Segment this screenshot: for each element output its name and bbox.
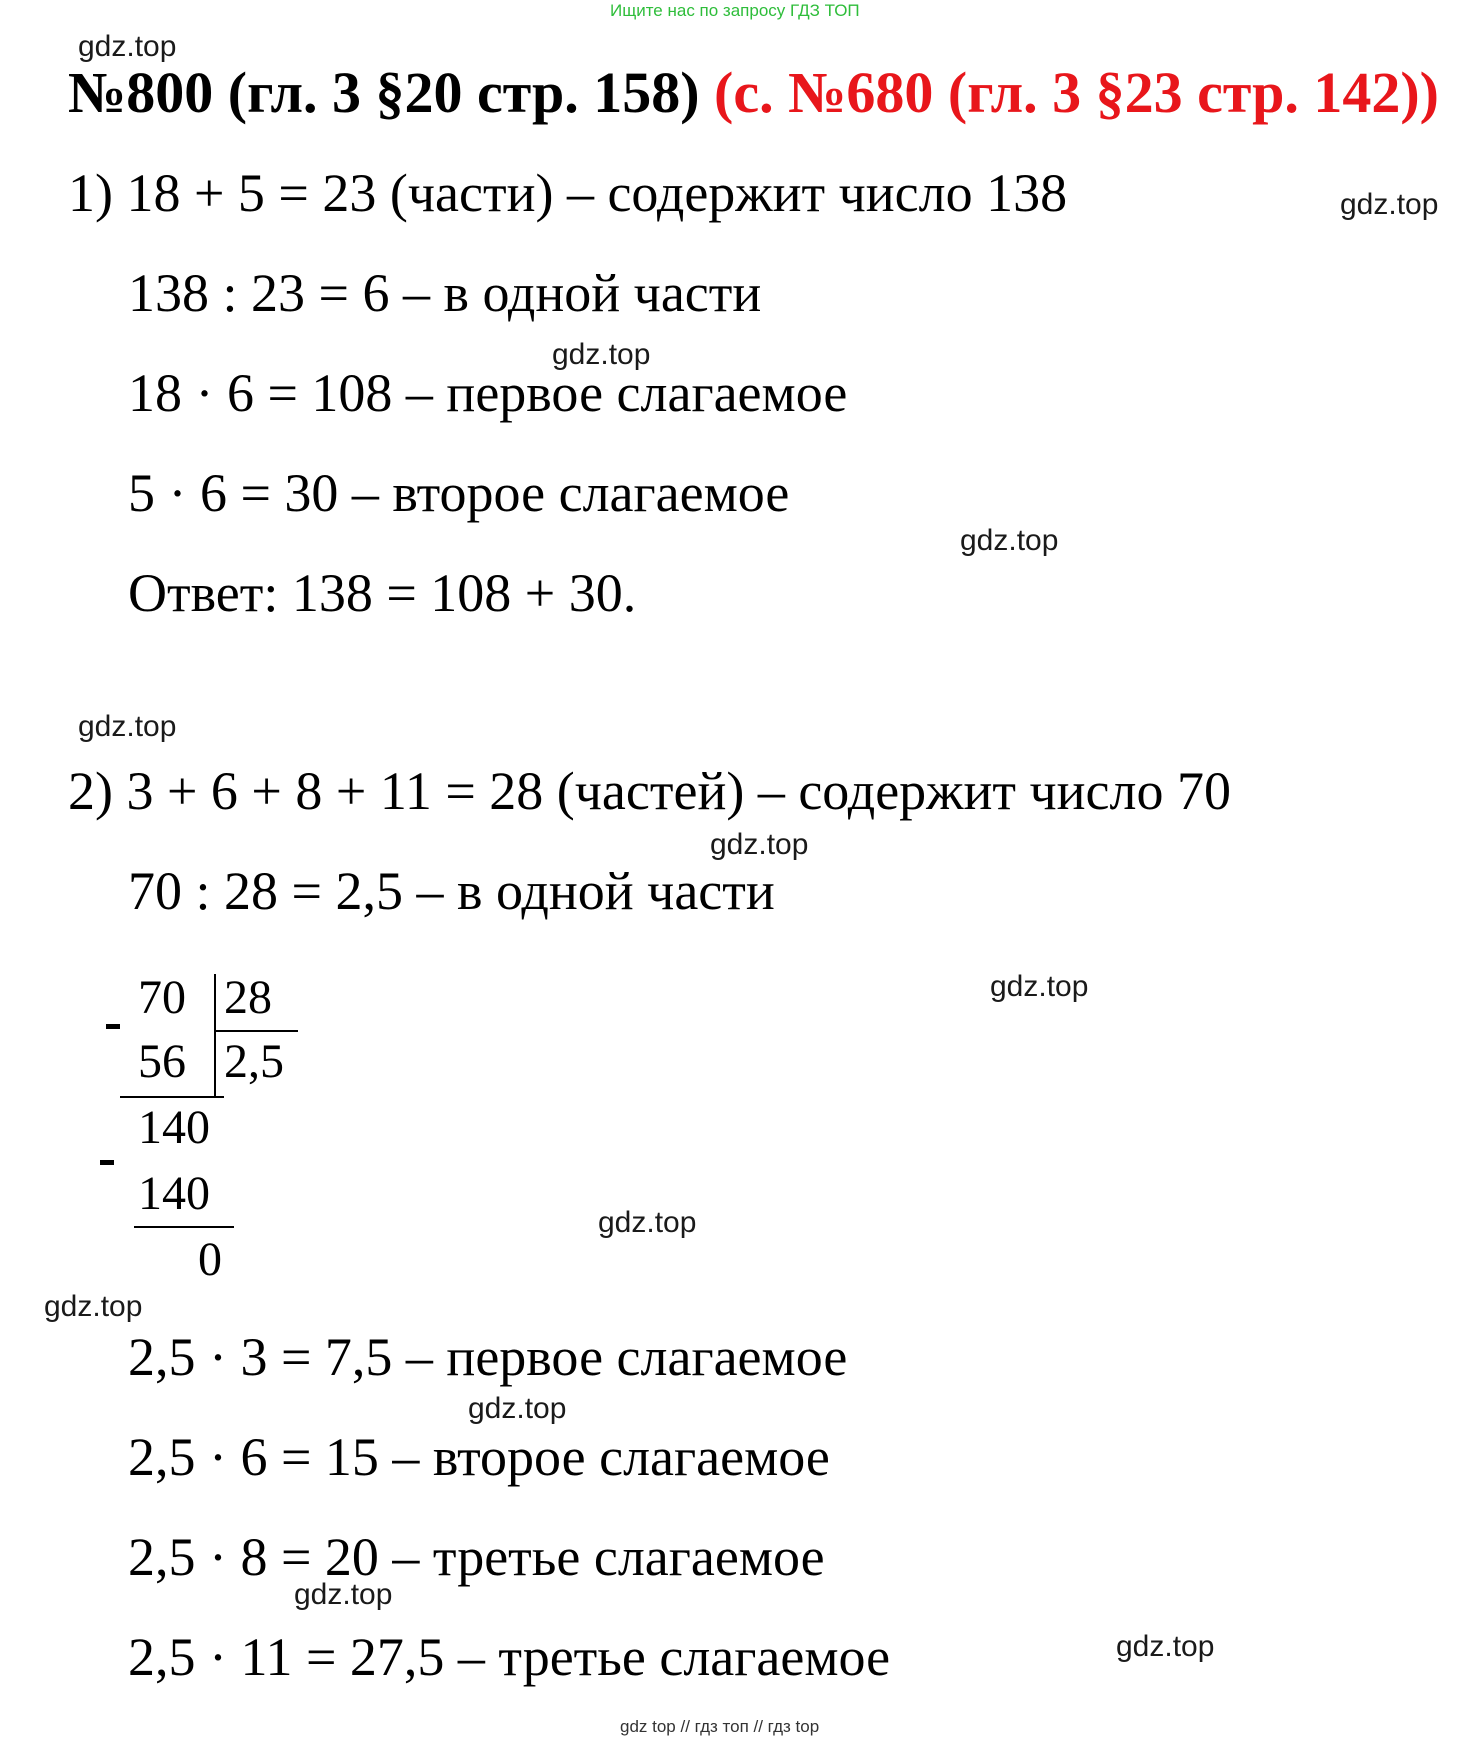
search-banner[interactable]: Ищите нас по запросу ГДЗ ТОП (610, 1, 860, 20)
title-main: №800 (гл. 3 §20 стр. 158) (68, 60, 700, 125)
division-underline-1 (120, 1096, 224, 1098)
division-dividend: 70 (138, 971, 186, 1024)
footer-links[interactable]: gdz top // гдз топ // гдз top (620, 1717, 820, 1736)
division-quotient: 2,5 (224, 1035, 284, 1088)
division-divisor: 28 (224, 971, 272, 1024)
part2-line6: 2,5 · 11 = 27,5 – третье слагаемое (128, 1627, 891, 1687)
part2-line5: 2,5 · 8 = 20 – третье слагаемое (128, 1527, 825, 1587)
watermark: gdz.top (1116, 1630, 1215, 1663)
part2-line2: 70 : 28 = 2,5 – в одной части (128, 861, 775, 921)
watermark: gdz.top (710, 828, 809, 861)
watermark: gdz.top (552, 338, 651, 371)
part1-line1: 1) 18 + 5 = 23 (части) – содержит число 138 (68, 163, 1068, 223)
watermark: gdz.top (990, 970, 1089, 1003)
watermark: gdz.top (468, 1392, 567, 1425)
watermark: gdz.top (78, 30, 177, 63)
division-underline-2 (134, 1226, 234, 1228)
division-minus-1 (106, 1024, 120, 1029)
title-alt: (с. №680 (гл. 3 §23 стр. 142)) (714, 60, 1439, 125)
division-vertical-line (214, 974, 216, 1096)
part1-line3: 18 · 6 = 108 – первое слагаемое (128, 363, 848, 423)
watermark: gdz.top (44, 1290, 143, 1323)
part1-line2: 138 : 23 = 6 – в одной части (128, 263, 762, 323)
watermark: gdz.top (598, 1206, 697, 1239)
part2-line1: 2) 3 + 6 + 8 + 11 = 28 (частей) – содержит число 70 (68, 761, 1231, 821)
division-rem1: 140 (138, 1101, 210, 1154)
part1-answer: Ответ: 138 = 108 + 30. (128, 563, 637, 623)
watermark: gdz.top (1340, 188, 1439, 221)
division-sub1: 56 (138, 1035, 186, 1088)
page-title (68, 60, 1439, 125)
division-rem2: 0 (198, 1233, 222, 1286)
part2-line4: 2,5 · 6 = 15 – второе слагаемое (128, 1427, 830, 1487)
watermark: gdz.top (78, 710, 177, 743)
division-minus-2 (100, 1160, 114, 1165)
part1-line4: 5 · 6 = 30 – второе слагаемое (128, 463, 790, 523)
division-sub2: 140 (138, 1167, 210, 1220)
watermark: gdz.top (294, 1578, 393, 1611)
part2-line3: 2,5 · 3 = 7,5 – первое слагаемое (128, 1327, 848, 1387)
division-divisor-line (214, 1030, 298, 1032)
watermark: gdz.top (960, 524, 1059, 557)
